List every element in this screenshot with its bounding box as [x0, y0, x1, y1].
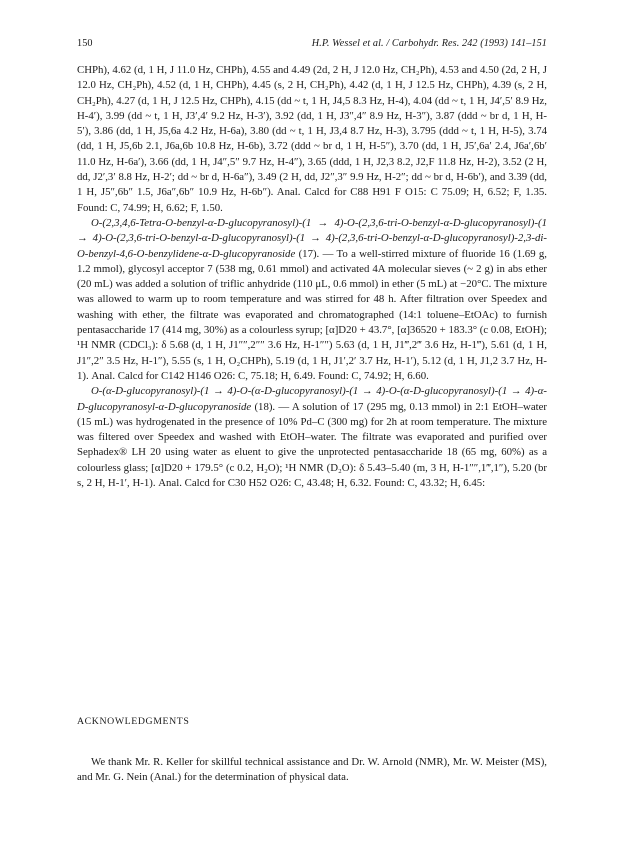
compound-18-name: O-(α-D-glucopyranosyl)-(1 → 4)-O-(α-D-glucopyranosyl)-(1 → 4)-O-(α-D-glucopyranosyl)-(1 → 4)-α-D-glucopyranosyl-α-D-glucopyranoside: [77, 385, 547, 413]
paragraph-compound-18: [77, 384, 547, 491]
running-head: H.P. Wessel et al. / Carbohydr. Res. 242 (1993) 141–151: [311, 38, 547, 49]
running-header: [77, 38, 547, 49]
page-content: [77, 38, 547, 491]
compound-18-procedure: — A solution of 17 (295 mg, 0.13 mmol) in 2:1 EtOH–water (15 mL) was hydrogenated in the presence of 10% Pd–C (300 mg) for 2h at room temperature. The mixture was filtered over Speedex and washed with EtOH–water. The filtrate was evaporated and purified over Sephadex® LH 20 using water as eluent to give the unprotected pentasaccharide 18 (65 mg, 60%) as a colourless glass; [α]D20 + 179.5° (c 0.2, H₂O); ¹H NMR (D₂O): δ 5.43–5.40 (m, 3 H, H-1″″,1‴,1″), 5.20 (br s, 2 H, H-1′, H-1). Anal. Calcd for C30 H52 O26: C, 43.48; H, 6.32. Found: C, 43.32; H, 6.45:: [77, 400, 547, 490]
compound-17-label: (17).: [295, 247, 320, 260]
article-body: [77, 63, 547, 491]
paragraph-compound-17: [77, 216, 547, 384]
acknowledgments-text: We thank Mr. R. Keller for skillful technical assistance and Dr. W. Arnold (NMR), Mr. W. Meister (MS), and Mr. G. Nein (Anal.) for the determination of physical data.: [77, 755, 547, 784]
compound-18-label: (18).: [251, 400, 276, 413]
acknowledgments-heading: ACKNOWLEDGMENTS: [77, 716, 190, 727]
compound-17-procedure: — To a well-stirred mixture of fluoride 16 (1.69 g, 1.2 mmol), glycosyl acceptor 7 (538 mg, 0.61 mmol) and activated 4A molecular sieves (~ 2 g) in abs ether (20 mL) was added a solution of triflic anhydride (110 μL, 0.6 mmol) in ether (5 mL) at −20°C. The mixture was allowed to warm up to room temperature and was stirred for 48 h. After filtration over Speedex and washing with ether, the filtrate was evaporated and chromatographed (14:1 toluene–EtOAc) to furnish pentasaccharide 17 (414 mg, 30%) as a colourless syrup; [α]D20 + 43.7°, [α]36520 + 183.3° (c 0.08, EtOH); ¹H NMR (CDCl₃): δ 5.68 (d, 1 H, J1″″,2″″ 3.6 Hz, H-1″″) 5.63 (d, 1 H, J1‴,2‴ 3.6 Hz, H-1‴), 5.61 (d, 1 H, J1″,2″ 3.5 Hz, H-1″), 5.55 (s, 1 H, O₂CHPh), 5.19 (d, 1 H, J1′,2′ 3.7 Hz, H-1′), 5.12 (d, 1 H, J1,2 3.7 Hz, H-1). Anal. Calcd for C142 H146 O26: C, 75.18; H, 6.49. Found: C, 74.92; H, 6.60.: [77, 247, 548, 382]
page-number: 150: [77, 38, 93, 49]
paragraph-nmr-data: CHPh), 4.62 (d, 1 H, J 11.0 Hz, CHPh), 4.55 and 4.49 (2d, 2 H, J 12.0 Hz, CH₂Ph), 4.53 and 4.50 (2d, 2 H, J 12.0 Hz, CH₂Ph), 4.52 (d, 1 H, CHPh), 4.45 (s, 2 H, CH₂Ph), 4.42 (d, 1 H, J 12.5 Hz, CHPh), 4.39 (s, 2 H, CH₂Ph), 4.27 (d, 1 H, J 12.5 Hz, CHPh), 4.15 (dd ~ t, 1 H, J4,5 8.3 Hz, H-4), 4.04 (dd ~ t, 1 H, J4′,5′ 8.9 Hz, H-4′), 3.99 (dd ~ t, 1 H, J3′,4′ 9.2 Hz, H-3′), 3.92 (dd, 1 H, J3″,4″ 8.9 Hz, H-3″), 3.87 (ddd ~ br d, 1 H, H-5′), 3.86 (dd, 1 H, J5,6a 4.2 Hz, H-6a), 3.80 (dd ~ t, 1 H, J3,4 8.7 Hz, H-3), 3.795 (ddd ~ t, 1 H, H-5), 3.74 (dd, 1 H, J5,6b 2.1, J6a,6b 10.8 Hz, H-6b), 3.72 (ddd ~ br d, 1 H, H-5″), 3.70 (dd, 1 H, J5′,6a′ 2.4, J6a′,6b′ 11.0 Hz, H-6a′), 3.66 (dd, 1 H, J4″,5″ 9.7 Hz, H-4″), 3.65 (ddd, 1 H, J2,3 8.2, J2,F 11.8 Hz, H-2), 3.52 (2 H, dd, J2′,3′ 8.8 Hz, H-2′; dd ~ br d, H-6a″), 3.49 (2 H, dd, J2″,3″ 9.9 Hz, H-2″; dd ~ br d, H-6b′), and 3.39 (dd, 1 H, J5″,6b″ 1.5, J6a″,6b″ 10.9 Hz, H-6b″). Anal. Calcd for C88 H91 F O15: C 75.09; H, 6.52; F, 1.35. Found: C, 74.99; H, 6.62; F, 1.50.: [77, 64, 547, 214]
compound-17-name: O-(2,3,4,6-Tetra-O-benzyl-α-D-glucopyranosyl)-(1 → 4)-O-(2,3,6-tri-O-benzyl-α-D-glucopyranosyl)-(1 → 4)-O-(2,3,6-tri-O-benzyl-α-D-glucopyranosyl)-(1 → 4)-(2,3,6-tri-O-benzyl-α-D-glucopyranosyl)-2,3-di-O-benzyl-4,6-O-benzylidene-α-D-glucopyranoside: [77, 216, 547, 260]
